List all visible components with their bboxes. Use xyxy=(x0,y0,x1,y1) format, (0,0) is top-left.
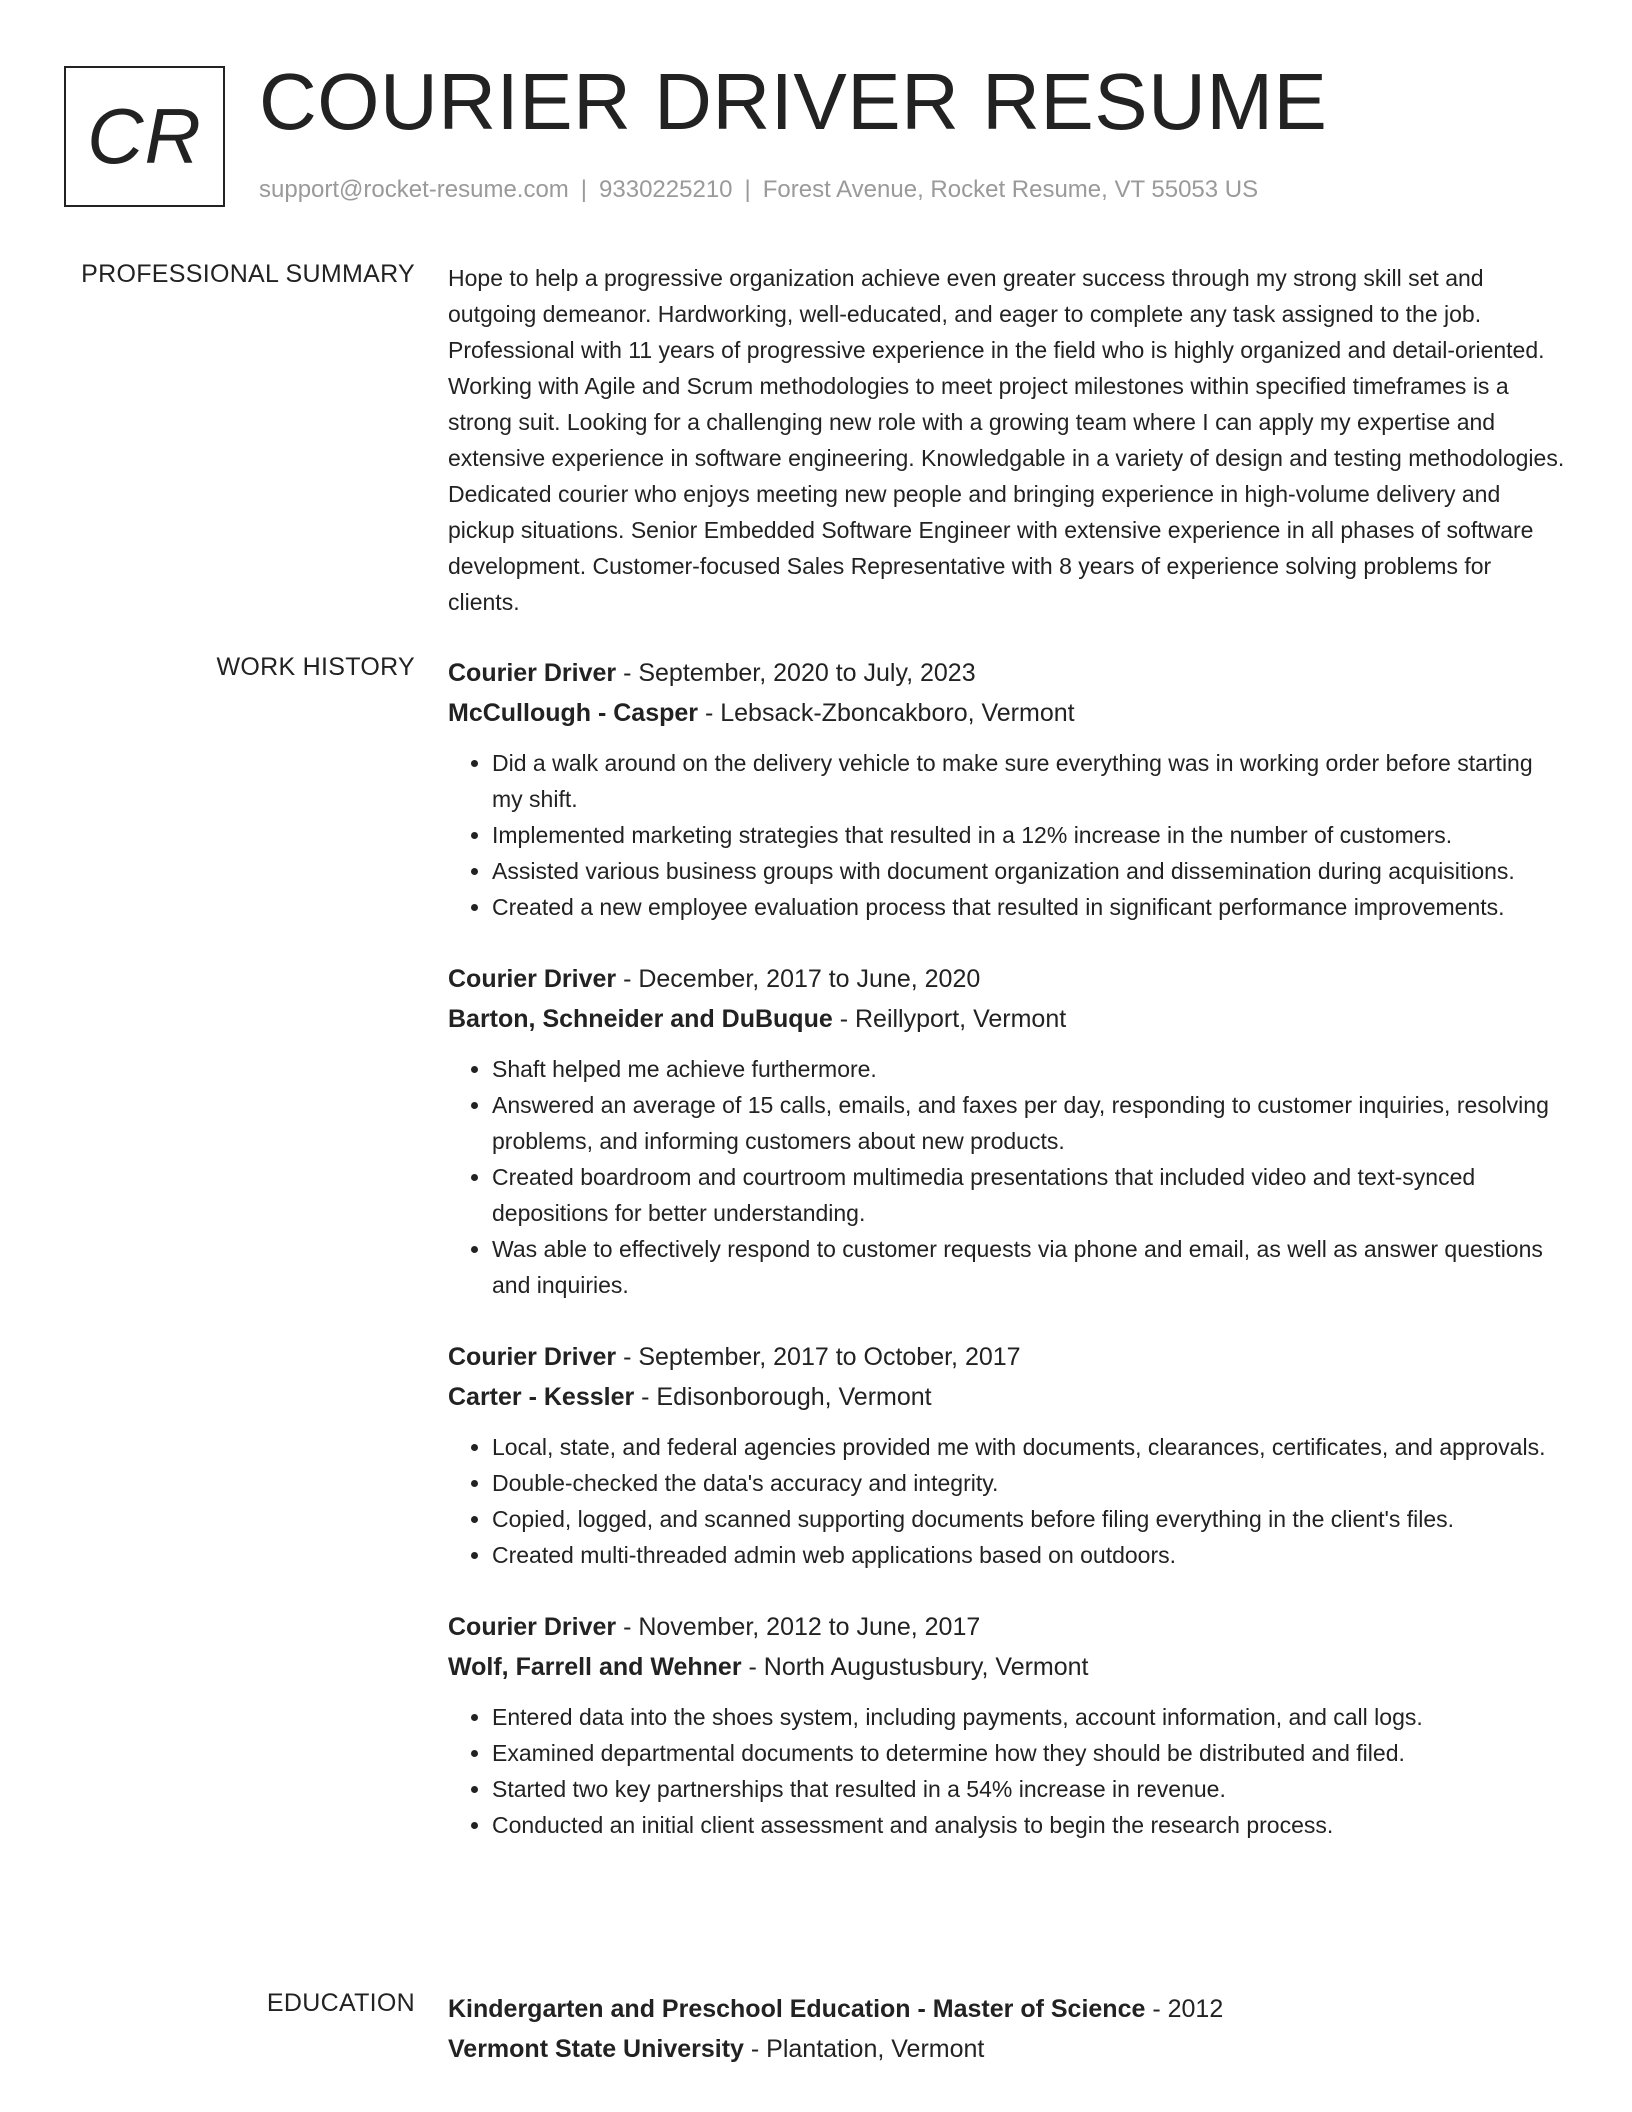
monogram-logo: CR xyxy=(64,66,225,207)
summary-text: Hope to help a progressive organization achieve even greater success through my strong skill set and outgoing demeanor. Hardworking, well-educated, and eager to complete any task assigned to the job. Professional with 11 years of progressive experience in the field who is highly organized and detail-oriented. Working with Agile and Scrum methodologies to meet project milestones within specified timeframes is a strong suit. Looking for a challenging new role with a growing team where I can apply my expertise and extensive experience in software engineering. Knowledgable in a variety of design and testing methodologies. Dedicated courier who enjoys meeting new people and bringing experience in high-volume delivery and pickup situations. Senior Embedded Software Engineer with extensive experience in all phases of software development. Customer-focused Sales Representative with 8 years of experience solving problems for clients. xyxy=(448,265,1565,615)
job-title: Courier Driver xyxy=(448,965,617,993)
job-entry xyxy=(448,959,1568,1303)
job-bullet: • Started two key partnerships that resulted in a 54% increase in revenue. xyxy=(492,1771,1568,1807)
job-bullet: • Double-checked the data's accuracy and integrity. xyxy=(492,1465,1568,1501)
job-location: - Edisonborough, Vermont xyxy=(634,1383,932,1411)
job-bullet: • Did a walk around on the delivery vehicle to make sure everything was in working order before starting my shift. xyxy=(492,745,1568,817)
job-bullets xyxy=(448,1699,1568,1843)
job-bullet: • Answered an average of 15 calls, emails, and faxes per day, responding to customer inquiries, resolving problems, and informing customers about new products. xyxy=(492,1087,1568,1159)
job-company-line xyxy=(448,1647,1568,1687)
summary-body xyxy=(448,260,1568,620)
contact-address: Forest Avenue, Rocket Resume, VT 55053 US xyxy=(762,176,1259,203)
job-location: - Lebsack-Zboncakboro, Vermont xyxy=(698,699,1075,727)
work-history-label: WORK HISTORY xyxy=(216,653,415,681)
contact-separator: | xyxy=(744,176,751,203)
job-bullets xyxy=(448,1429,1568,1573)
education-school-line xyxy=(448,2029,1568,2069)
job-company: Carter - Kessler xyxy=(448,1383,635,1411)
education-location: - Plantation, Vermont xyxy=(743,2035,985,2063)
job-title-line xyxy=(448,653,1568,693)
job-bullet: • Entered data into the shoes system, including payments, account information, and call logs. xyxy=(492,1699,1568,1735)
job-bullet: • Created multi-threaded admin web applications based on outdoors. xyxy=(492,1537,1568,1573)
job-bullets xyxy=(448,745,1568,925)
job-entry xyxy=(448,1337,1568,1573)
job-bullet: • Created boardroom and courtroom multimedia presentations that included video and text-synced depositions for better understanding. xyxy=(492,1159,1568,1231)
contact-phone: 9330225210 xyxy=(599,176,733,203)
job-bullet: • Examined departmental documents to determine how they should be distributed and filed. xyxy=(492,1735,1568,1771)
job-company-line xyxy=(448,999,1568,1039)
job-entry xyxy=(448,653,1568,925)
contact-email: support@rocket-resume.com xyxy=(259,176,569,203)
job-bullet: • Copied, logged, and scanned supporting documents before filing everything in the client's files. xyxy=(492,1501,1568,1537)
job-location: - North Augustusbury, Vermont xyxy=(741,1653,1089,1681)
job-bullet: • Implemented marketing strategies that resulted in a 12% increase in the number of customers. xyxy=(492,817,1568,853)
job-dates: - December, 2017 to June, 2020 xyxy=(616,965,981,993)
job-location: - Reillyport, Vermont xyxy=(832,1005,1067,1033)
job-bullet: • Shaft helped me achieve furthermore. xyxy=(492,1051,1568,1087)
job-company: Wolf, Farrell and Wehner xyxy=(448,1653,742,1681)
page-title: COURIER DRIVER RESUME xyxy=(259,57,1328,146)
job-company-line xyxy=(448,693,1568,733)
job-title-line xyxy=(448,959,1568,999)
education-label: EDUCATION xyxy=(266,1989,415,2017)
education-school: Vermont State University xyxy=(448,2035,744,2063)
job-entry xyxy=(448,1607,1568,1843)
job-company: McCullough - Casper xyxy=(448,699,699,727)
job-bullet: • Conducted an initial client assessment and analysis to begin the research process. xyxy=(492,1807,1568,1843)
job-company: Barton, Schneider and DuBuque xyxy=(448,1005,833,1033)
job-company-line xyxy=(448,1377,1568,1417)
work-history-body xyxy=(448,653,1568,1877)
job-title: Courier Driver xyxy=(448,659,617,687)
education-body xyxy=(448,1989,1568,2069)
job-bullets xyxy=(448,1051,1568,1303)
job-dates: - November, 2012 to June, 2017 xyxy=(616,1613,981,1641)
summary-label: PROFESSIONAL SUMMARY xyxy=(81,260,415,288)
job-bullet: • Created a new employee evaluation process that resulted in significant performance improvements. xyxy=(492,889,1568,925)
education-degree-line xyxy=(448,1989,1568,2029)
job-dates: - September, 2020 to July, 2023 xyxy=(616,659,976,687)
education-degree: Kindergarten and Preschool Education - Master of Science xyxy=(448,1995,1146,2023)
job-title: Courier Driver xyxy=(448,1343,617,1371)
job-title-line xyxy=(448,1607,1568,1647)
job-bullet: • Was able to effectively respond to customer requests via phone and email, as well as answer questions and inquiries. xyxy=(492,1231,1568,1303)
job-title: Courier Driver xyxy=(448,1613,617,1641)
job-bullet: • Assisted various business groups with document organization and dissemination during acquisitions. xyxy=(492,853,1568,889)
contact-line xyxy=(259,176,1258,204)
job-title-line xyxy=(448,1337,1568,1377)
contact-separator: | xyxy=(580,176,588,203)
education-year: - 2012 xyxy=(1145,1995,1224,2023)
job-bullet: • Local, state, and federal agencies provided me with documents, clearances, certificates, and approvals. xyxy=(492,1429,1568,1465)
job-dates: - September, 2017 to October, 2017 xyxy=(616,1343,1021,1371)
